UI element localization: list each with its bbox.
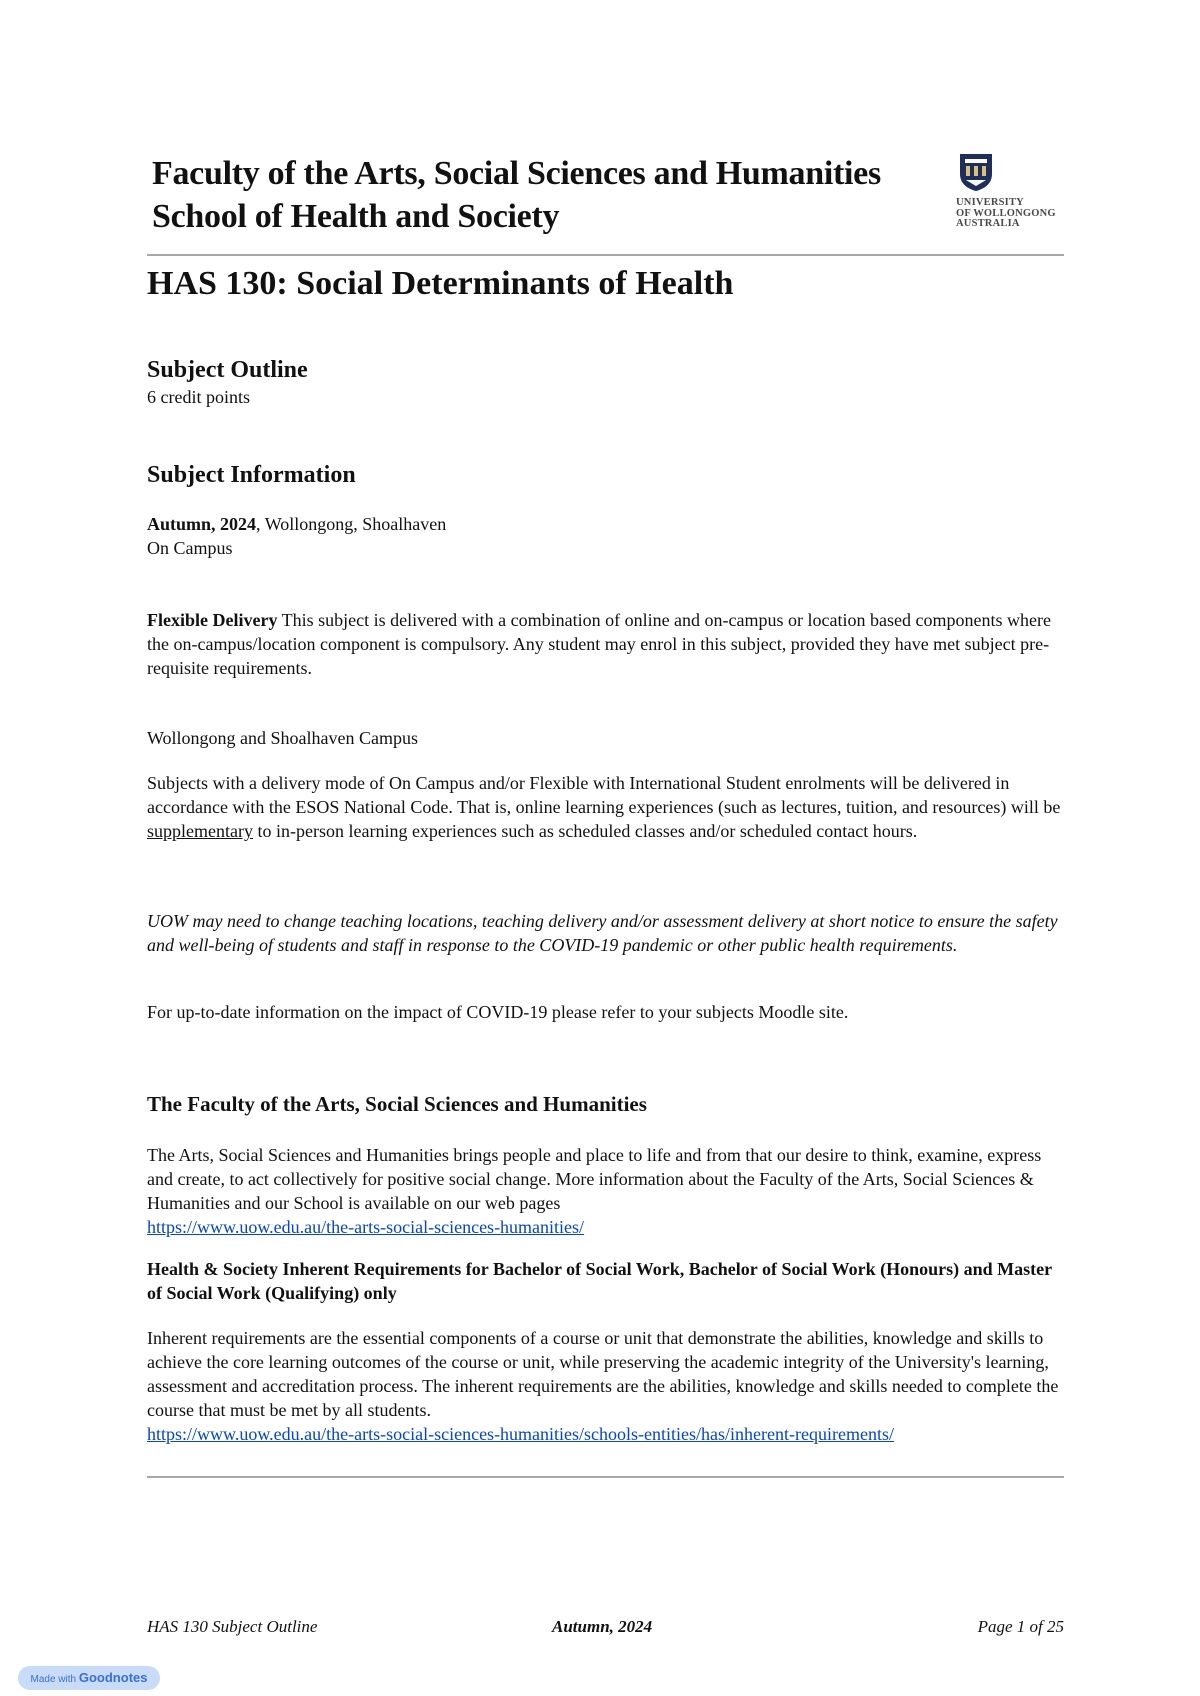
delivery-mode: On Campus: [147, 538, 233, 558]
esos-text-start: Subjects with a delivery mode of On Campus and/or Flexible with International Student enrolments will be delivered in accordance with the ESOS National Code. That is, online learning experiences (such as lectures, tuition, and resources) will be: [147, 773, 1061, 817]
uow-logo: [956, 152, 1060, 234]
faculty-link[interactable]: https://www.uow.edu.au/the-arts-social-sciences-humanities/: [147, 1217, 585, 1237]
esos-text-end: to in-person learning experiences such as scheduled classes and/or scheduled contact hours.: [252, 821, 918, 841]
credit-points: 6 credit points: [147, 387, 250, 407]
flexible-delivery-paragraph: [147, 608, 1064, 680]
inherent-requirements-text: Inherent requirements are the essential components of a course or unit that demonstrate the abilities, knowledge and skills to achieve the core learning outcomes of the course or unit, while preserving the academic integrity of the University's learning, assessment and accreditation process. The inherent requirements are the abilities, knowledge and skills needed to complete the course that must be met by all students.: [147, 1328, 1059, 1420]
footer-page-number: Page 1 of 25: [977, 1617, 1064, 1636]
subject-information-section: [147, 460, 1064, 490]
goodnotes-badge: [18, 1666, 160, 1690]
faculty-paragraph-text: The Arts, Social Sciences and Humanities brings people and place to life and from that our desire to think, examine, express and create, to act collectively for positive social change. More information about the Faculty of the Arts, Social Sciences & Humanities and our School is available on our web pages: [147, 1145, 1042, 1213]
faculty-name: Faculty of the Arts, Social Sciences and Humanities: [152, 155, 881, 192]
esos-paragraph: [147, 771, 1064, 843]
faculty-section-heading: The Faculty of the Arts, Social Sciences and Humanities: [147, 1092, 647, 1116]
flexible-delivery-text: This subject is delivered with a combination of online and on-campus or location based components where the on-campus/location component is compulsory. Any student may enrol in this subject, provided they have met subject pre-requisite requirements.: [147, 610, 1051, 678]
session-campuses: , Wollongong, Shoalhaven: [256, 514, 447, 534]
document-page: [147, 0, 1064, 1696]
faculty-header: [152, 152, 1064, 252]
footer-subject: HAS 130 Subject Outline: [147, 1617, 318, 1636]
inherent-requirements-link[interactable]: https://www.uow.edu.au/the-arts-social-sciences-humanities/schools-entities/has/inherent-requirements/: [147, 1424, 894, 1444]
inherent-requirements-heading-block: [147, 1257, 1064, 1305]
uow-crest-icon: [958, 152, 994, 192]
covid-info: [147, 1000, 1064, 1024]
school-name: School of Health and Society: [152, 198, 560, 235]
inherent-requirements-heading: Health & Society Inherent Requirements for Bachelor of Social Work, Bachelor of Social Work (Honours) and Master of Social Work (Qualifying) only: [147, 1259, 1052, 1303]
logo-line-3: AUSTRALIA: [956, 218, 1020, 229]
covid-notice-text: UOW may need to change teaching locations, teaching delivery and/or assessment delivery at short notice to ensure the safety and well-being of students and staff in response to the COVID-19 pandemic or other public health requirements.: [147, 911, 1058, 955]
campus-text: Wollongong and Shoalhaven Campus: [147, 728, 419, 748]
covid-notice: [147, 909, 1064, 957]
esos-supplementary: supplementary: [147, 821, 253, 841]
session-label: Autumn, 2024: [147, 514, 257, 534]
subject-title: HAS 130: Social Determinants of Health: [147, 265, 734, 302]
subject-outline-heading: Subject Outline: [147, 357, 308, 383]
covid-info-text: For up-to-date information on the impact of COVID-19 please refer to your subjects Moodle site.: [147, 1002, 849, 1022]
badge-brand: Goodnotes: [78, 1670, 148, 1685]
content-divider: [147, 1476, 1064, 1478]
faculty-paragraph: [147, 1143, 1064, 1239]
logo-line-2: OF WOLLONGONG: [956, 207, 1056, 219]
subject-outline-section: [147, 355, 1064, 409]
flexible-delivery-label: Flexible Delivery: [147, 610, 278, 630]
campus-paragraph: [147, 726, 1064, 750]
subject-information-heading: Subject Information: [147, 462, 356, 488]
session-line: [147, 512, 1064, 536]
header-divider: [147, 254, 1064, 256]
session-block: [147, 512, 1064, 560]
logo-line-1: UNIVERSITY: [956, 197, 1024, 208]
footer-session: Autumn, 2024: [552, 1617, 653, 1636]
page-footer: [147, 1617, 1064, 1643]
badge-small-text: Made with: [30, 1674, 77, 1685]
faculty-section: [147, 1090, 1064, 1118]
inherent-requirements-paragraph: [147, 1326, 1064, 1446]
